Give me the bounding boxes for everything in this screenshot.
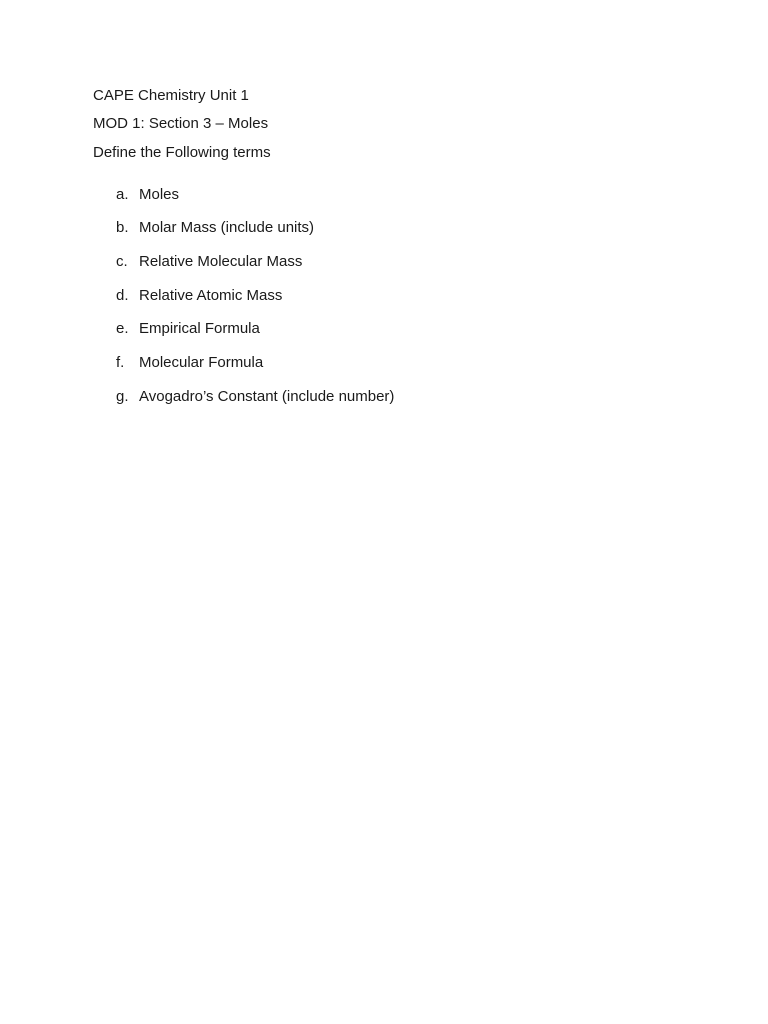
list-item-letter: g. [116,388,129,405]
list-item-text: Molar Mass (include units) [139,219,315,236]
section-title: MOD 1: Section 3 – Moles [93,115,269,132]
course-title: CAPE Chemistry Unit 1 [93,87,249,104]
list-item-text: Moles [139,186,180,203]
list-item-letter: c. [116,253,128,270]
list-item-text: Empirical Formula [139,320,260,337]
list-item-text: Avogadro’s Constant (include number) [139,388,395,405]
list-item-letter: a. [116,186,129,203]
list-item-letter: d. [116,287,129,304]
list-item-letter: e. [116,320,129,337]
list-item-text: Relative Atomic Mass [139,287,283,304]
instruction-text: Define the Following terms [93,144,271,161]
list-item-text: Relative Molecular Mass [139,253,303,270]
list-item-text: Molecular Formula [139,354,264,371]
list-item-letter: f. [116,354,125,371]
list-item-letter: b. [116,219,129,236]
